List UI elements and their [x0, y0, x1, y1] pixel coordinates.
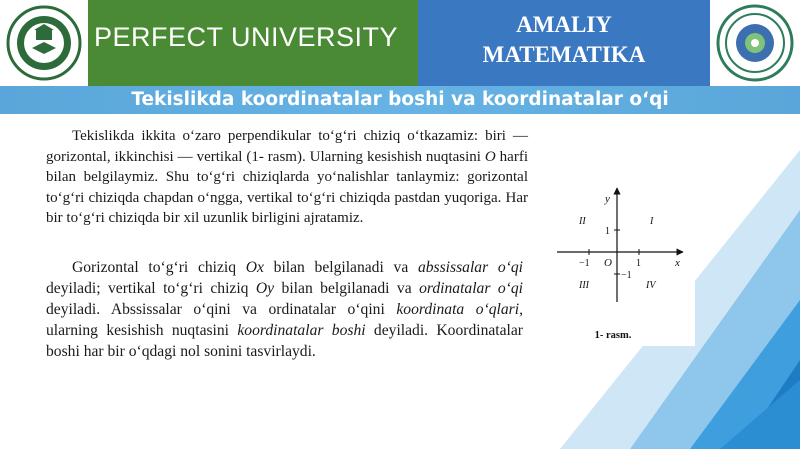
paragraph-1	[46, 126, 528, 229]
p1-text-2: harfi bilan belgilaymiz. Shu to‘g‘ri chiziqlarda yo‘nalishlar tanlaymiz: gorizontal to‘g‘ri chiziqda chapdan o‘ngga, vertikal to‘g‘ri chiziqda pastdan yuqoriga. Har bir to‘g‘ri chiziqda bir xil uzunlik birligini ajratamiz.	[46, 148, 528, 227]
y-axis-label: y	[605, 193, 610, 205]
p1-text-1: Tekislikda ikkita o‘zaro perpendikular to‘g‘ri chiziq o‘tkazamiz: biri — gorizontal, ikkinchisi — vertikal (1- rasm). Ularning kesishish nuqtasini	[46, 128, 528, 165]
coordinate-figure	[543, 176, 695, 346]
p2-axes-term: koordinata o‘qlari,	[396, 301, 523, 318]
university-logo-left	[0, 0, 88, 86]
subject-line-2: MATEMATIKA	[482, 42, 646, 67]
quadrant-I: I	[650, 216, 654, 227]
p2-origin-term: koordinatalar boshi	[237, 322, 366, 339]
p2-text-7: deyiladi. Koordinatalar boshi har bir o‘qdagi nol sonini tasvirlaydi.	[46, 322, 523, 360]
p2-ox: Ox	[245, 259, 264, 276]
quadrant-III: III	[579, 280, 589, 291]
p2-text-4: bilan belgilanadi va	[274, 280, 420, 297]
p2-abscissa-term: abssissalar o‘qi	[417, 259, 523, 276]
paragraph-2	[46, 257, 523, 362]
x-tick-one: 1	[636, 258, 641, 269]
p1-letter-o: O	[484, 148, 496, 165]
p2-text-1: Gorizontal to‘g‘ri chiziq	[72, 259, 246, 276]
quadrant-II: II	[579, 216, 586, 227]
university-name: PERFECT UNIVERSITY	[94, 22, 399, 52]
y-tick-minus-one: −1	[621, 270, 632, 281]
p2-text-6: ularning kesishish nuqtasini	[46, 322, 238, 339]
p2-text-5: deyiladi. Abssissalar o‘qini va ordinatalar o‘qini	[46, 301, 397, 318]
subject-line-1: AMALIY	[516, 12, 612, 37]
p2-text-3: deyiladi; vertikal to‘g‘ri chiziq	[46, 280, 256, 297]
y-tick-one: 1	[605, 226, 610, 237]
figure-caption: 1- rasm.	[594, 330, 632, 341]
x-axis-label: x	[675, 257, 680, 269]
subject-title	[418, 10, 710, 70]
p2-ordinate-term: ordinatalar o‘qi	[419, 280, 523, 297]
x-tick-minus-one: −1	[579, 258, 590, 269]
university-logo-right	[710, 0, 800, 86]
origin-label: O	[604, 257, 612, 269]
p2-text-2: bilan belgilanadi va	[263, 259, 418, 276]
coordinate-axes-diagram	[543, 176, 695, 326]
p2-oy: Oy	[255, 280, 275, 297]
slide-title: Tekislikda koordinatalar boshi va koordinatalar o‘qi	[131, 89, 669, 110]
quadrant-IV: IV	[646, 280, 656, 291]
